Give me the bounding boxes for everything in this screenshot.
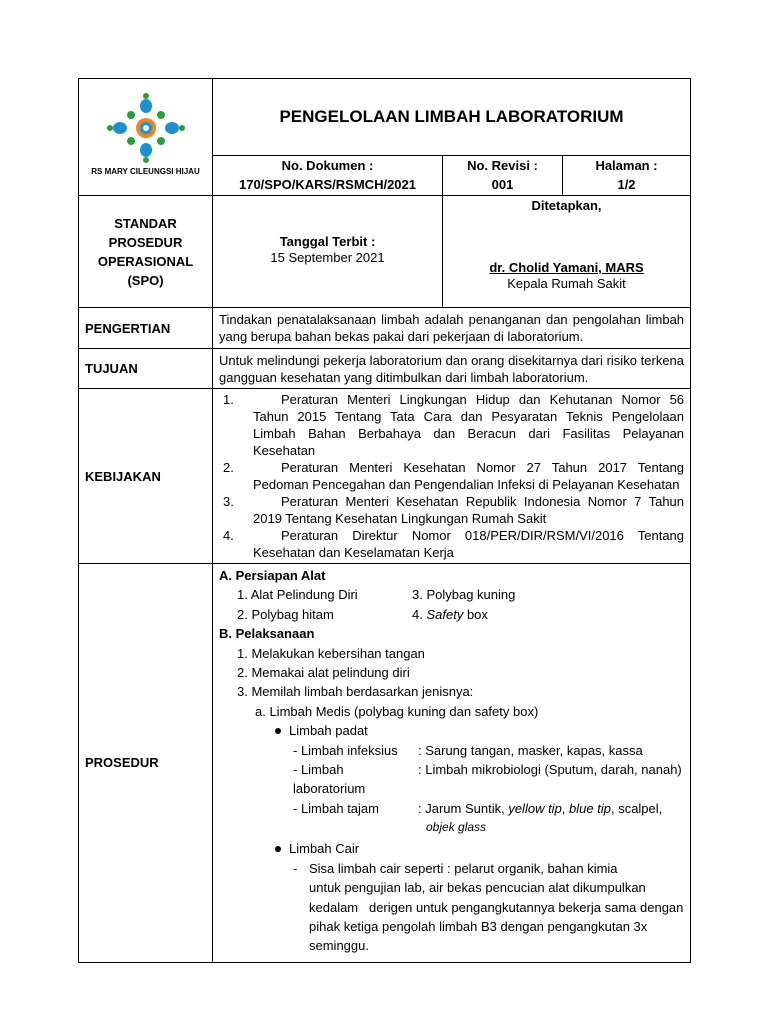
kebijakan-number: 3. <box>223 494 234 509</box>
kebijakan-label: KEBIJAKAN <box>79 389 213 564</box>
limbah-medis-title: a. Limbah Medis (polybag kuning dan safety box) <box>255 703 539 719</box>
logo-cell <box>79 79 213 196</box>
cair-line: untuk pengujian lab, air bekas pencucian alat dikumpulkan <box>309 880 646 896</box>
persiapan-alat-heading: A. Persiapan Alat <box>219 568 326 583</box>
persiapan-item: 2. Polybag hitam <box>237 606 334 622</box>
hospital-logo-icon <box>103 93 189 163</box>
persiapan-row <box>219 585 684 604</box>
pengertian-text: Tindakan penatalaksanaan limbah adalah penanganan dan pengolahan limbah yang berupa bahan bekas pakai dari pekerjaan di laboratorium. <box>213 308 691 349</box>
spo-title-cell <box>79 196 213 308</box>
tujuan-label: TUJUAN <box>79 349 213 389</box>
bullet-icon <box>275 728 281 734</box>
padat-tajam-label: - Limbah tajam <box>293 800 379 816</box>
cair-row <box>219 859 684 878</box>
issued-label: Tanggal Terbit : <box>279 234 376 249</box>
pelaksanaan-step: 2. Memakai alat pelindung diri <box>237 665 410 681</box>
kebijakan-item <box>213 493 684 527</box>
pengertian-label: PENGERTIAN <box>79 308 213 349</box>
kebijakan-number: 4. <box>223 528 234 543</box>
cair-line: kedalam derigen untuk pengangkutannya bekerja sama dengan <box>309 899 684 915</box>
kebijakan-list <box>213 389 691 564</box>
limbah-padat-item <box>219 721 684 740</box>
padat-row <box>219 799 684 818</box>
revision-cell <box>443 156 563 196</box>
revision-number: 001 <box>491 177 514 192</box>
padat-lab-text: : Limbah mikrobiologi (Sputum, darah, nanah) <box>418 762 682 778</box>
padat-lab-label: - Limbah laboratorium <box>293 762 366 797</box>
approver-name: dr. Cholid Yamani, MARS <box>489 260 644 275</box>
pelaksanaan-heading: B. Pelaksanaan <box>219 626 315 642</box>
kebijakan-item <box>213 459 684 493</box>
limbah-cair-title: Limbah Cair <box>289 841 360 857</box>
approved-label: Ditetapkan, <box>531 198 602 213</box>
doc-number-cell <box>213 156 443 196</box>
issued-date: 15 September 2021 <box>270 250 385 265</box>
padat-tajam-text: : Jarum Suntik, yellow tip, blue tip, scalpel, <box>418 800 663 816</box>
padat-tajam-objek: objek glass <box>426 820 487 835</box>
tujuan-text: Untuk melindungi pekerja laboratorium dan orang disekitarnya dari risiko terkena gangguan kesehatan yang ditimbulkan dari limbah laboratorium. <box>213 349 691 389</box>
bullet-icon <box>275 846 281 852</box>
kebijakan-text: Peraturan Direktur Nomor 018/PER/DIR/RSM/VI/2016 Tentang Kesehatan dan Keselamatan Kerja <box>253 528 685 560</box>
page-cell <box>563 156 691 196</box>
kebijakan-number: 2. <box>223 460 234 475</box>
persiapan-item: 4. Safety box <box>412 606 488 622</box>
document-title: PENGELOLAAN LIMBAH LABORATORIUM <box>213 79 691 156</box>
prosedur-label: PROSEDUR <box>79 564 213 963</box>
spo-title-line: STANDAR <box>114 216 177 231</box>
page-label: Halaman : <box>595 158 658 173</box>
kebijakan-text: Peraturan Menteri Kesehatan Nomor 27 Tahun 2017 Tentang Pedoman Pencegahan dan Pengendalian Infeksi di Pelayanan Kesehatan <box>253 460 685 492</box>
limbah-cair-item <box>219 839 684 858</box>
kebijakan-item <box>213 391 684 459</box>
padat-infeksius-label: - Limbah infeksius <box>293 742 398 758</box>
spo-title-line: (SPO) <box>127 273 164 288</box>
approver-title: Kepala Rumah Sakit <box>507 276 626 291</box>
cair-line: pihak ketiga pengolah limbah B3 dengan pengangkutan 3x <box>309 918 648 934</box>
spo-document <box>78 78 690 963</box>
persiapan-item: 1. Alat Pelindung Diri <box>237 587 358 603</box>
spo-title-line: PROSEDUR <box>108 235 183 250</box>
limbah-padat-title: Limbah padat <box>289 723 368 739</box>
kebijakan-number: 1. <box>223 392 234 407</box>
spo-table <box>78 78 691 963</box>
persiapan-row <box>219 605 684 624</box>
doc-number: 170/SPO/KARS/RSMCH/2021 <box>238 177 416 192</box>
persiapan-item: 3. Polybag kuning <box>412 587 516 603</box>
padat-row <box>219 760 684 799</box>
approval-cell <box>443 196 691 308</box>
issued-date-cell <box>213 196 443 308</box>
padat-row <box>219 741 684 760</box>
pelaksanaan-step: 3. Memilah limbah berdasarkan jenisnya: <box>237 684 474 700</box>
doc-number-label: No. Dokumen : <box>281 158 374 173</box>
kebijakan-item <box>213 527 684 561</box>
prosedur-content <box>213 564 691 963</box>
cair-line: seminggu. <box>309 938 369 954</box>
cair-dash: - <box>293 860 298 876</box>
kebijakan-text: Peraturan Menteri Lingkungan Hidup dan Kehutanan Nomor 56 Tahun 2015 Tentang Tata Cara dan Pesyaratan Teknis Pengelolaan Limbah Bahan Berbahaya dan Beracun dari Fasilitas Pelayanan Kesehatan <box>253 392 685 458</box>
cair-line: Sisa limbah cair seperti : pelarut organik, bahan kimia <box>309 860 618 876</box>
revision-label: No. Revisi : <box>467 158 538 173</box>
pelaksanaan-step: 1. Melakukan kebersihan tangan <box>237 645 425 661</box>
padat-infeksius-text: : Sarung tangan, masker, kapas, kassa <box>418 742 643 758</box>
kebijakan-text: Peraturan Menteri Kesehatan Republik Indonesia Nomor 7 Tahun 2019 Tentang Kesehatan Lingkungan Rumah Sakit <box>253 494 685 526</box>
page-number: 1/2 <box>617 177 636 192</box>
hospital-name: RS MARY CILEUNGSI HIJAU <box>91 167 200 176</box>
spo-title-line: OPERASIONAL <box>97 254 194 269</box>
